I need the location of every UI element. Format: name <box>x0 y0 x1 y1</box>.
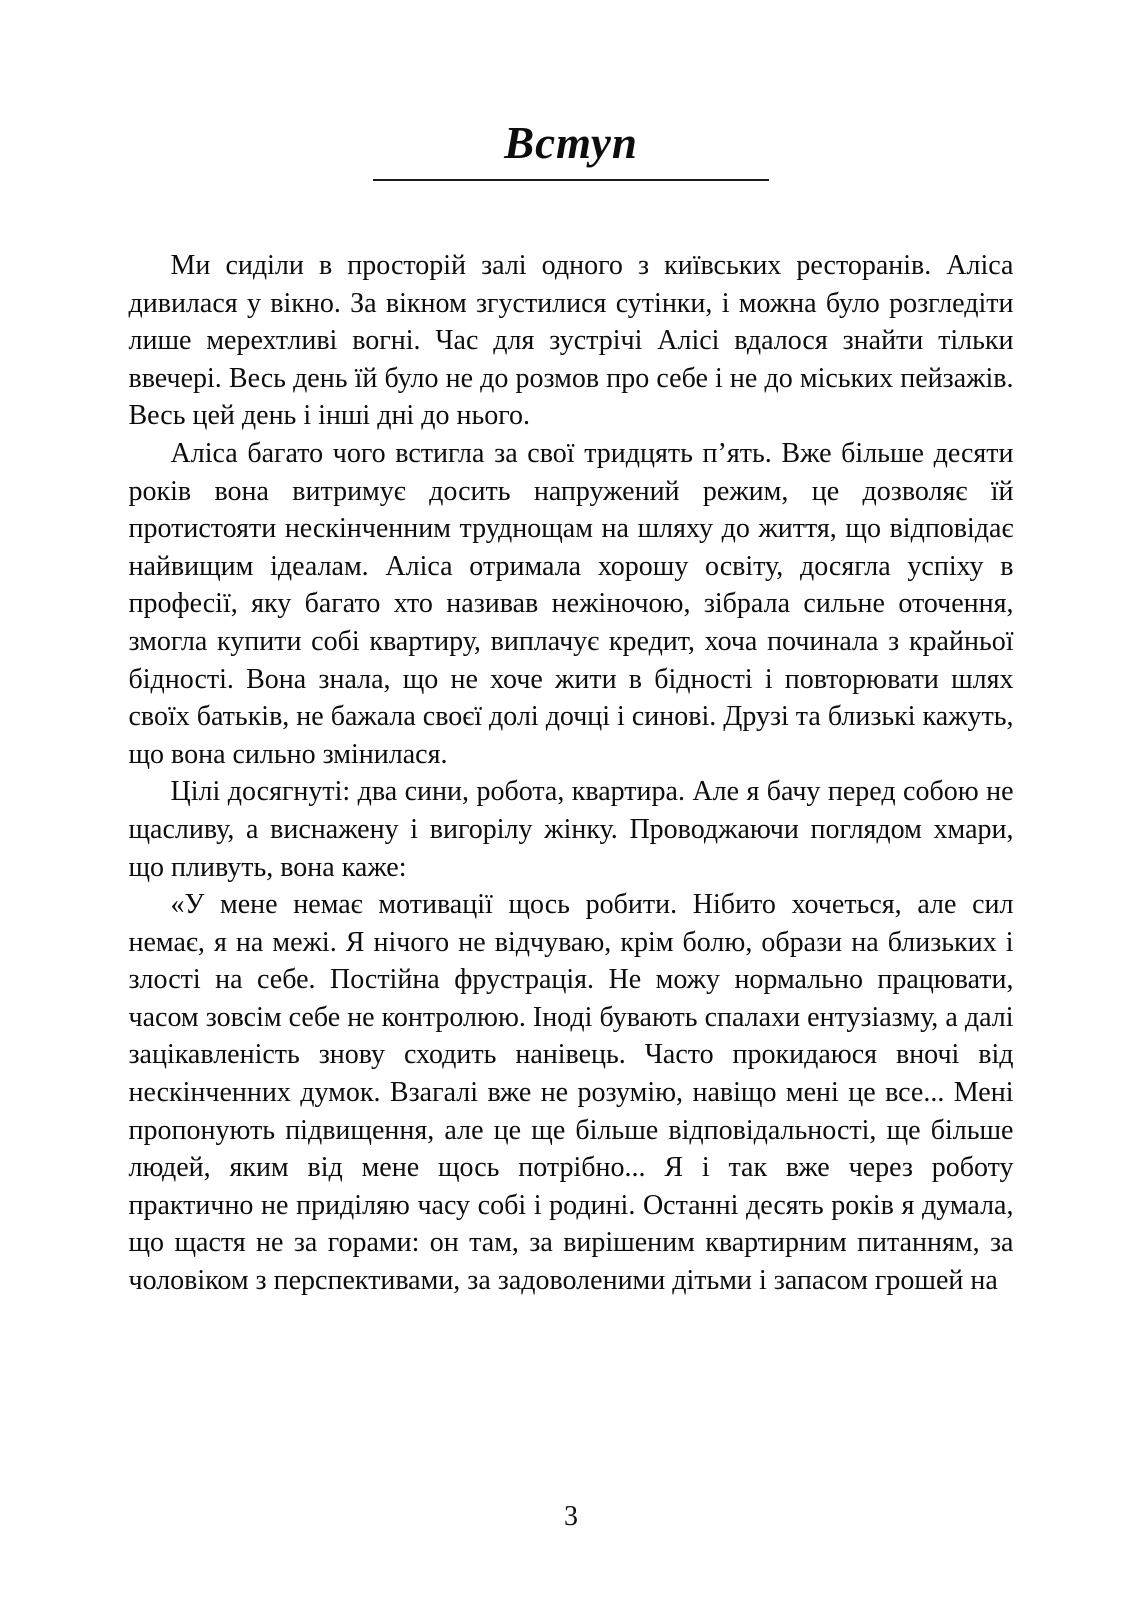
paragraph: Цілі досягнуті: два сини, робота, квартира. Але я бачу перед собою не щасливу, а виснажену і вигорілу жінку. Проводжаючи поглядом хмари, що пливуть, вона каже: <box>128 776 1014 883</box>
title-underline <box>373 179 769 181</box>
page-footer <box>0 1501 1142 1533</box>
chapter-title: Вступ <box>504 118 638 168</box>
paragraph: «У мене немає мотивації щось робити. Нібито хочеться, але сил немає, я на межі. Я нічого не відчуваю, крім болю, образи на близьких і злості на себе. Постійна фрустрація. Не можу нормально працювати, часом зовсім себе не контролюю. Іноді бувають спалахи ентузіазму, а далі зацікавленість знову сходить нанівець. Часто прокидаюся вночі від нескінченних думок. Взагалі вже не розумію, навіщо мені це все... Мені пропонують підвищення, але це ще більше відповідальності, ще більше людей, яким від мене щось потрібно... Я і так вже через роботу практично не приділяю часу собі і родині. Останні десять років я думала, що щастя не за горами: он там, за вирішеним квартирним питанням, за чоловіком з перспективами, за задоволеними дітьми і запасом грошей на <box>128 889 1014 1297</box>
paragraph: Аліса багато чого встигла за свої тридцять п’ять. Вже більше десяти років вона витримує досить напружений режим, це дозволяє їй протистояти нескінченним труднощам на шляху до життя, що відповідає найвищим ідеалам. Аліса отримала хорошу освіту, досягла успіху в професії, яку багато хто називав нежіночою, зібрала сильне оточення, змогла купити собі квартиру, виплачує кредит, хоча починала з крайньої бідності. Вона знала, що не хоче жити в бідності і повторювати шлях своїх батьків, не бажала своєї долі дочці і синові. Друзі та близькі кажуть, що вона сильно змінилася. <box>128 437 1014 770</box>
body-text <box>129 247 1014 1300</box>
paragraph: Ми сиділи в просторій залі одного з київських ресторанів. Аліса дивилася у вікно. За вікном згустилися сутінки, і можна було розгледіти лише мерехтливі вогні. Час для зустрічі Алісі вдалося знайти тільки ввечері. Весь день їй було не до розмов про себе і не до міських пейзажів. Весь цей день і інші дні до нього. <box>128 250 1014 432</box>
chapter-header <box>0 0 1142 181</box>
page-number: 3 <box>564 1501 578 1532</box>
